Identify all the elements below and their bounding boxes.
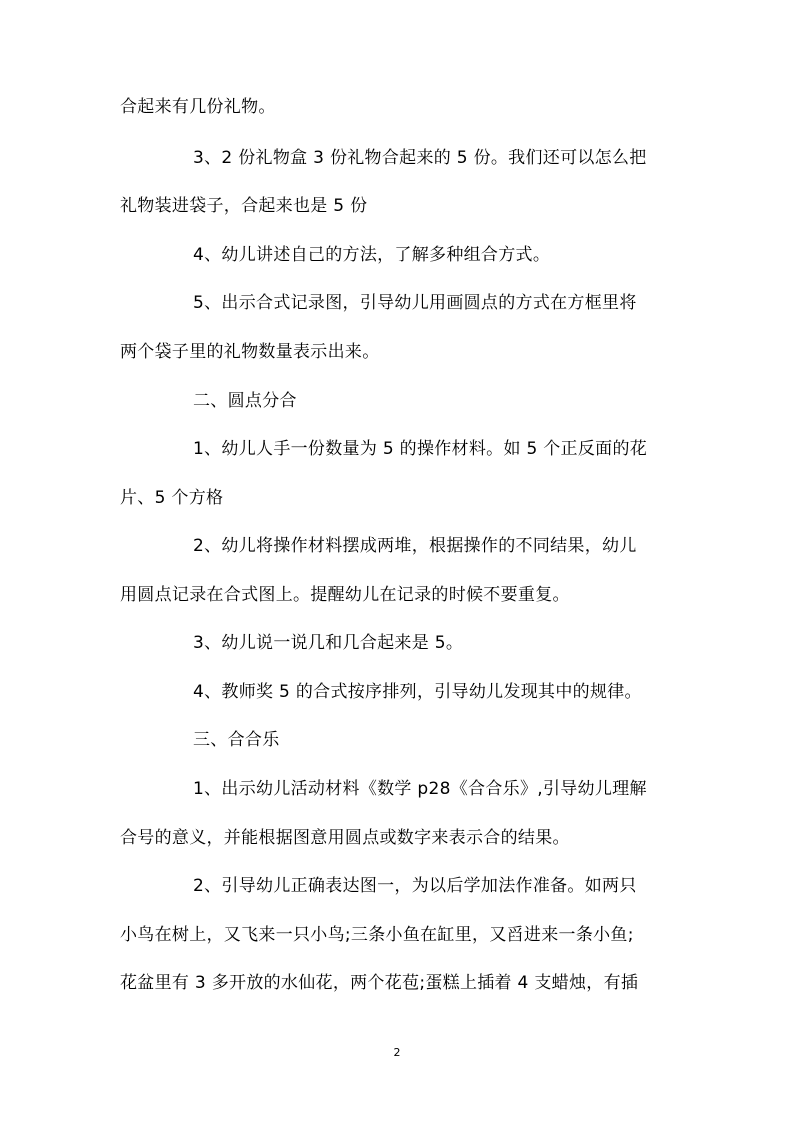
text-line: 花盆里有 3 多开放的水仙花，两个花苞;蛋糕上插着 4 支蜡烛，有插 — [120, 973, 639, 993]
text-line: 合起来有几份礼物。 — [120, 97, 276, 117]
text-line: 小鸟在树上，又飞来一只小鸟;三条小鱼在缸里，又舀进来一条小鱼; — [120, 925, 634, 945]
page-number: 2 — [393, 1046, 401, 1059]
text-line: 3、2 份礼物盒 3 份礼物合起来的 5 份。我们还可以怎么把 — [193, 148, 647, 168]
text-line: 1、幼儿人手一份数量为 5 的操作材料。如 5 个正反面的花 — [193, 439, 648, 459]
text-line: 片、5 个方格 — [120, 488, 224, 508]
text-line: 1、出示幼儿活动材料《数学 p28《合合乐》,引导幼儿理解 — [193, 779, 647, 799]
text-line: 4、教师奖 5 的合式按序排列，引导幼儿发现其中的规律。 — [193, 682, 642, 702]
text-line: 2、引导幼儿正确表达图一，为以后学加法作准备。如两只 — [193, 876, 637, 896]
section-heading: 二、圆点分合 — [193, 391, 297, 411]
text-line: 3、幼儿说一说几和几合起来是 5。 — [193, 633, 464, 653]
text-line: 5、出示合式记录图，引导幼儿用画圆点的方式在方框里将 — [193, 293, 637, 313]
text-line: 合号的意义，并能根据图意用圆点或数字来表示合的结果。 — [120, 828, 570, 848]
text-line: 礼物装进袋子，合起来也是 5 份 — [120, 196, 368, 216]
text-line: 两个袋子里的礼物数量表示出来。 — [120, 342, 380, 362]
text-line: 用圆点记录在合式图上。提醒幼儿在记录的时候不要重复。 — [120, 585, 570, 605]
text-line: 4、幼儿讲述自己的方法，了解多种组合方式。 — [193, 245, 551, 265]
section-heading: 三、合合乐 — [193, 730, 280, 750]
text-line: 2、幼儿将操作材料摆成两堆，根据操作的不同结果，幼儿 — [193, 536, 637, 556]
